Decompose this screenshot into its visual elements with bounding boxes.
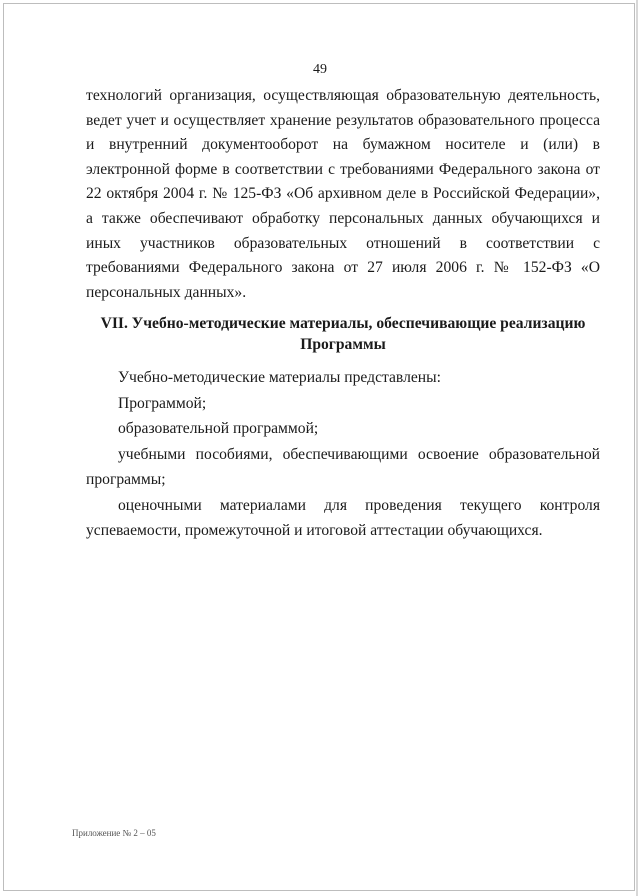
list-item: оценочными материалами для проведения текущего контроля успеваемости, промежуточной и итоговой аттестации обучающихся. <box>86 496 600 540</box>
footer-note: Приложение № 2 – 05 <box>72 828 156 838</box>
list-item: учебными пособиями, обеспечивающими освоение образовательной программы; <box>86 445 600 489</box>
page-number: 49 <box>313 62 327 77</box>
paragraph-records: технологий организация, осуществляющая образовательную деятельность, ведет учет и осуществляет хранение результатов образовательного процесса и внутренний документооборот на бумажном носителе и (или) в электронной форме в соответствии с требованиями Федерального закона от 22 октября 2004 г. № 125-ФЗ «Об архивном деле в Российской Федерации», а также обеспечивают обработку персональных данных обучающихся и иных участников образовательных отношений в соответствии с требованиями Федерального закона от 27 июля 2006 г. № 152-ФЗ «О персональных данных». <box>86 87 600 301</box>
scan-edge <box>636 0 638 896</box>
section-heading: VII. Учебно-методические материалы, обеспечивающие реализацию Программы <box>100 315 586 354</box>
document-body <box>86 84 600 544</box>
list-item: Программой; <box>118 394 207 412</box>
list-item: образовательной программой; <box>118 420 319 438</box>
materials-intro: Учебно-методические материалы представлены: <box>118 369 441 387</box>
